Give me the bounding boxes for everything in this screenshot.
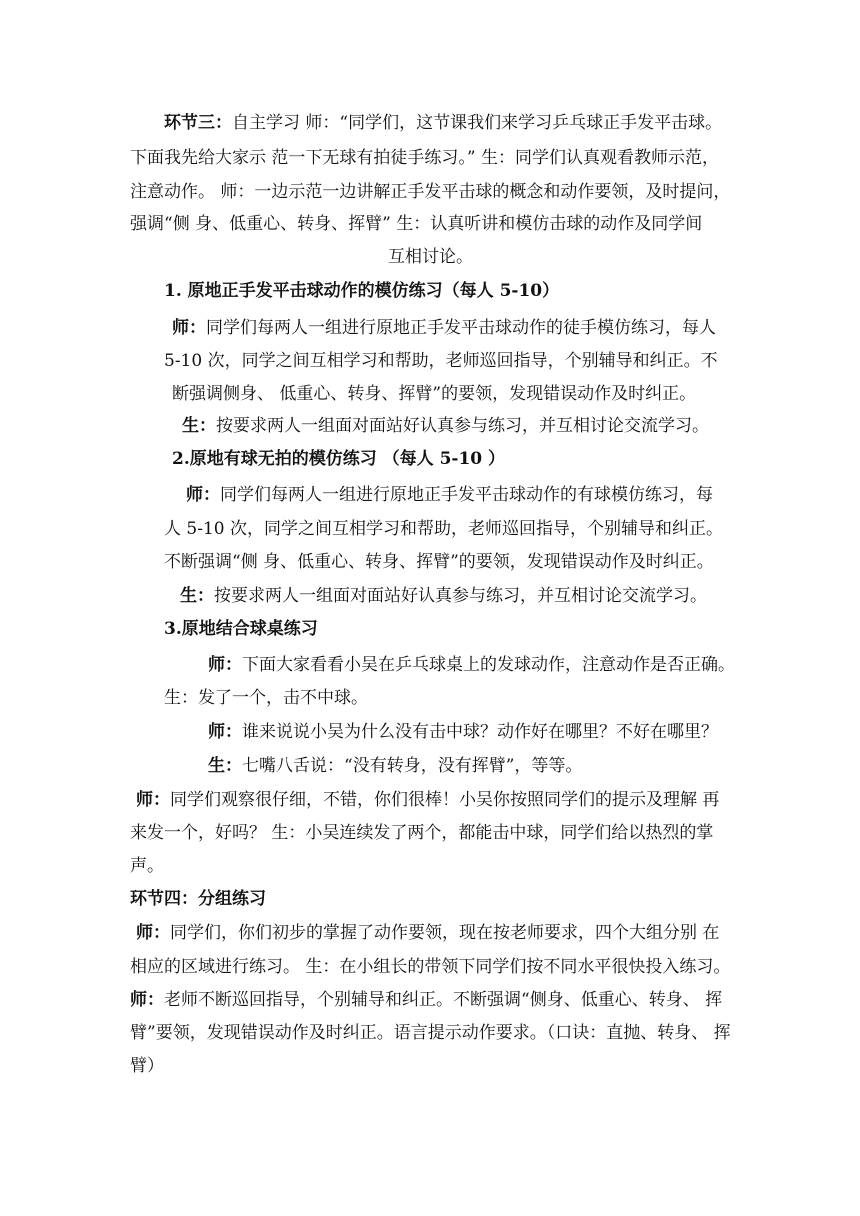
speaker-label: 师： bbox=[136, 923, 170, 943]
paragraph-line: 5-10 次，同学之间互相学习和帮助，老师巡回指导，个别辅导和纠正。不 bbox=[164, 351, 718, 371]
line-text: 同学们每两人一组进行原地正手发平击球动作的徒手模仿练习，每人 bbox=[206, 318, 716, 338]
paragraph-line bbox=[186, 485, 713, 505]
subheading-3: 3.原地结合球桌练习 bbox=[164, 619, 318, 639]
section-heading-4: 环节四：分组练习 bbox=[130, 889, 266, 909]
speaker-label: 师： bbox=[136, 790, 170, 810]
line-text: 同学们，你们初步的掌握了动作要领，现在按老师要求，四个大组分别 在 bbox=[170, 923, 720, 943]
paragraph-line bbox=[172, 318, 716, 338]
line-text: 自主学习 师：“同学们，这节课我们来学习乒乓球正手发平击球。 bbox=[232, 113, 723, 133]
line-text: 老师不断巡回指导，个别辅导和纠正。不断强调“侧身、低重心、转身、 挥 bbox=[164, 990, 723, 1010]
speaker-label: 师： bbox=[172, 318, 206, 338]
paragraph-line: 注意动作。 师：一边示范一边讲解正手发平击球的概念和动作要领，及时提问， bbox=[130, 182, 731, 202]
line-text: 同学们观察很仔细，不错，你们很棒！小吴你按照同学们的提示及理解 再 bbox=[170, 790, 720, 810]
line-text: 同学们每两人一组进行原地正手发平击球动作的有球模仿练习，每 bbox=[220, 485, 713, 505]
paragraph-line: 生：发了一个，击不中球。 bbox=[164, 688, 368, 708]
speaker-label: 师： bbox=[130, 990, 164, 1010]
paragraph-line: 互相讨论。 bbox=[388, 247, 473, 267]
paragraph-line: 断强调侧身、 低重心、转身、挥臂”的要领，发现错误动作及时纠正。 bbox=[172, 384, 697, 404]
paragraph-line: 来发一个，好吗？ 生：小吴连续发了两个，都能击中球，同学们给以热烈的掌 bbox=[130, 823, 714, 843]
paragraph-line bbox=[136, 923, 719, 943]
speaker-label: 生： bbox=[182, 416, 216, 436]
paragraph-line: 相应的区域进行练习。 生：在小组长的带领下同学们按不同水平很快投入练习。 bbox=[130, 957, 731, 977]
speaker-label: 师： bbox=[186, 485, 220, 505]
line-text: 谁来说说小吴为什么没有击中球？动作好在哪里？不好在哪里？ bbox=[242, 722, 718, 742]
paragraph-line bbox=[208, 655, 735, 675]
paragraph-line bbox=[136, 790, 719, 810]
paragraph-line: 臂”要领，发现错误动作及时纠正。语言提示动作要求。（口诀：直抛、转身、 挥 bbox=[130, 1023, 731, 1043]
speaker-label: 师： bbox=[208, 655, 242, 675]
line-text: 七嘴八舌说：“没有转身，没有挥臂”，等等。 bbox=[242, 756, 583, 776]
speaker-label: 生： bbox=[180, 586, 214, 606]
subheading-1: 1. 原地正手发平击球动作的模仿练习（每人 5-10） bbox=[164, 281, 560, 301]
paragraph-line bbox=[180, 586, 707, 606]
paragraph-line: 声。 bbox=[130, 856, 164, 876]
paragraph-line: 下面我先给大家示 范一下无球有拍徒手练习。” 生：同学们认真观看教师示范， bbox=[130, 148, 719, 168]
paragraph-line: 人 5-10 次，同学之间互相学习和帮助，老师巡回指导，个别辅导和纠正。 bbox=[164, 519, 723, 539]
line-text: 按要求两人一组面对面站好认真参与练习，并互相讨论交流学习。 bbox=[214, 586, 707, 606]
speaker-label: 生： bbox=[208, 756, 242, 776]
paragraph-line bbox=[182, 416, 709, 436]
paragraph-line bbox=[164, 113, 722, 133]
speaker-label: 师： bbox=[208, 722, 242, 742]
line-text: 下面大家看看小吴在乒乓球桌上的发球动作，注意动作是否正确。 bbox=[242, 655, 735, 675]
section-heading: 环节三： bbox=[164, 113, 232, 133]
paragraph-line bbox=[208, 756, 582, 776]
paragraph-line: 不断强调“侧 身、低重心、转身、挥臂”的要领，发现错误动作及时纠正。 bbox=[164, 552, 714, 572]
paragraph-line bbox=[130, 990, 722, 1010]
subheading-2: 2.原地有球无拍的模仿练习 （每人 5-10 ） bbox=[172, 449, 506, 469]
line-text: 按要求两人一组面对面站好认真参与练习，并互相讨论交流学习。 bbox=[216, 416, 709, 436]
paragraph-line: 臂） bbox=[130, 1056, 164, 1076]
paragraph-line bbox=[208, 722, 718, 742]
paragraph-line: 强调“侧 身、低重心、转身、挥臂” 生：认真听讲和模仿击球的动作及同学间 bbox=[130, 214, 703, 234]
